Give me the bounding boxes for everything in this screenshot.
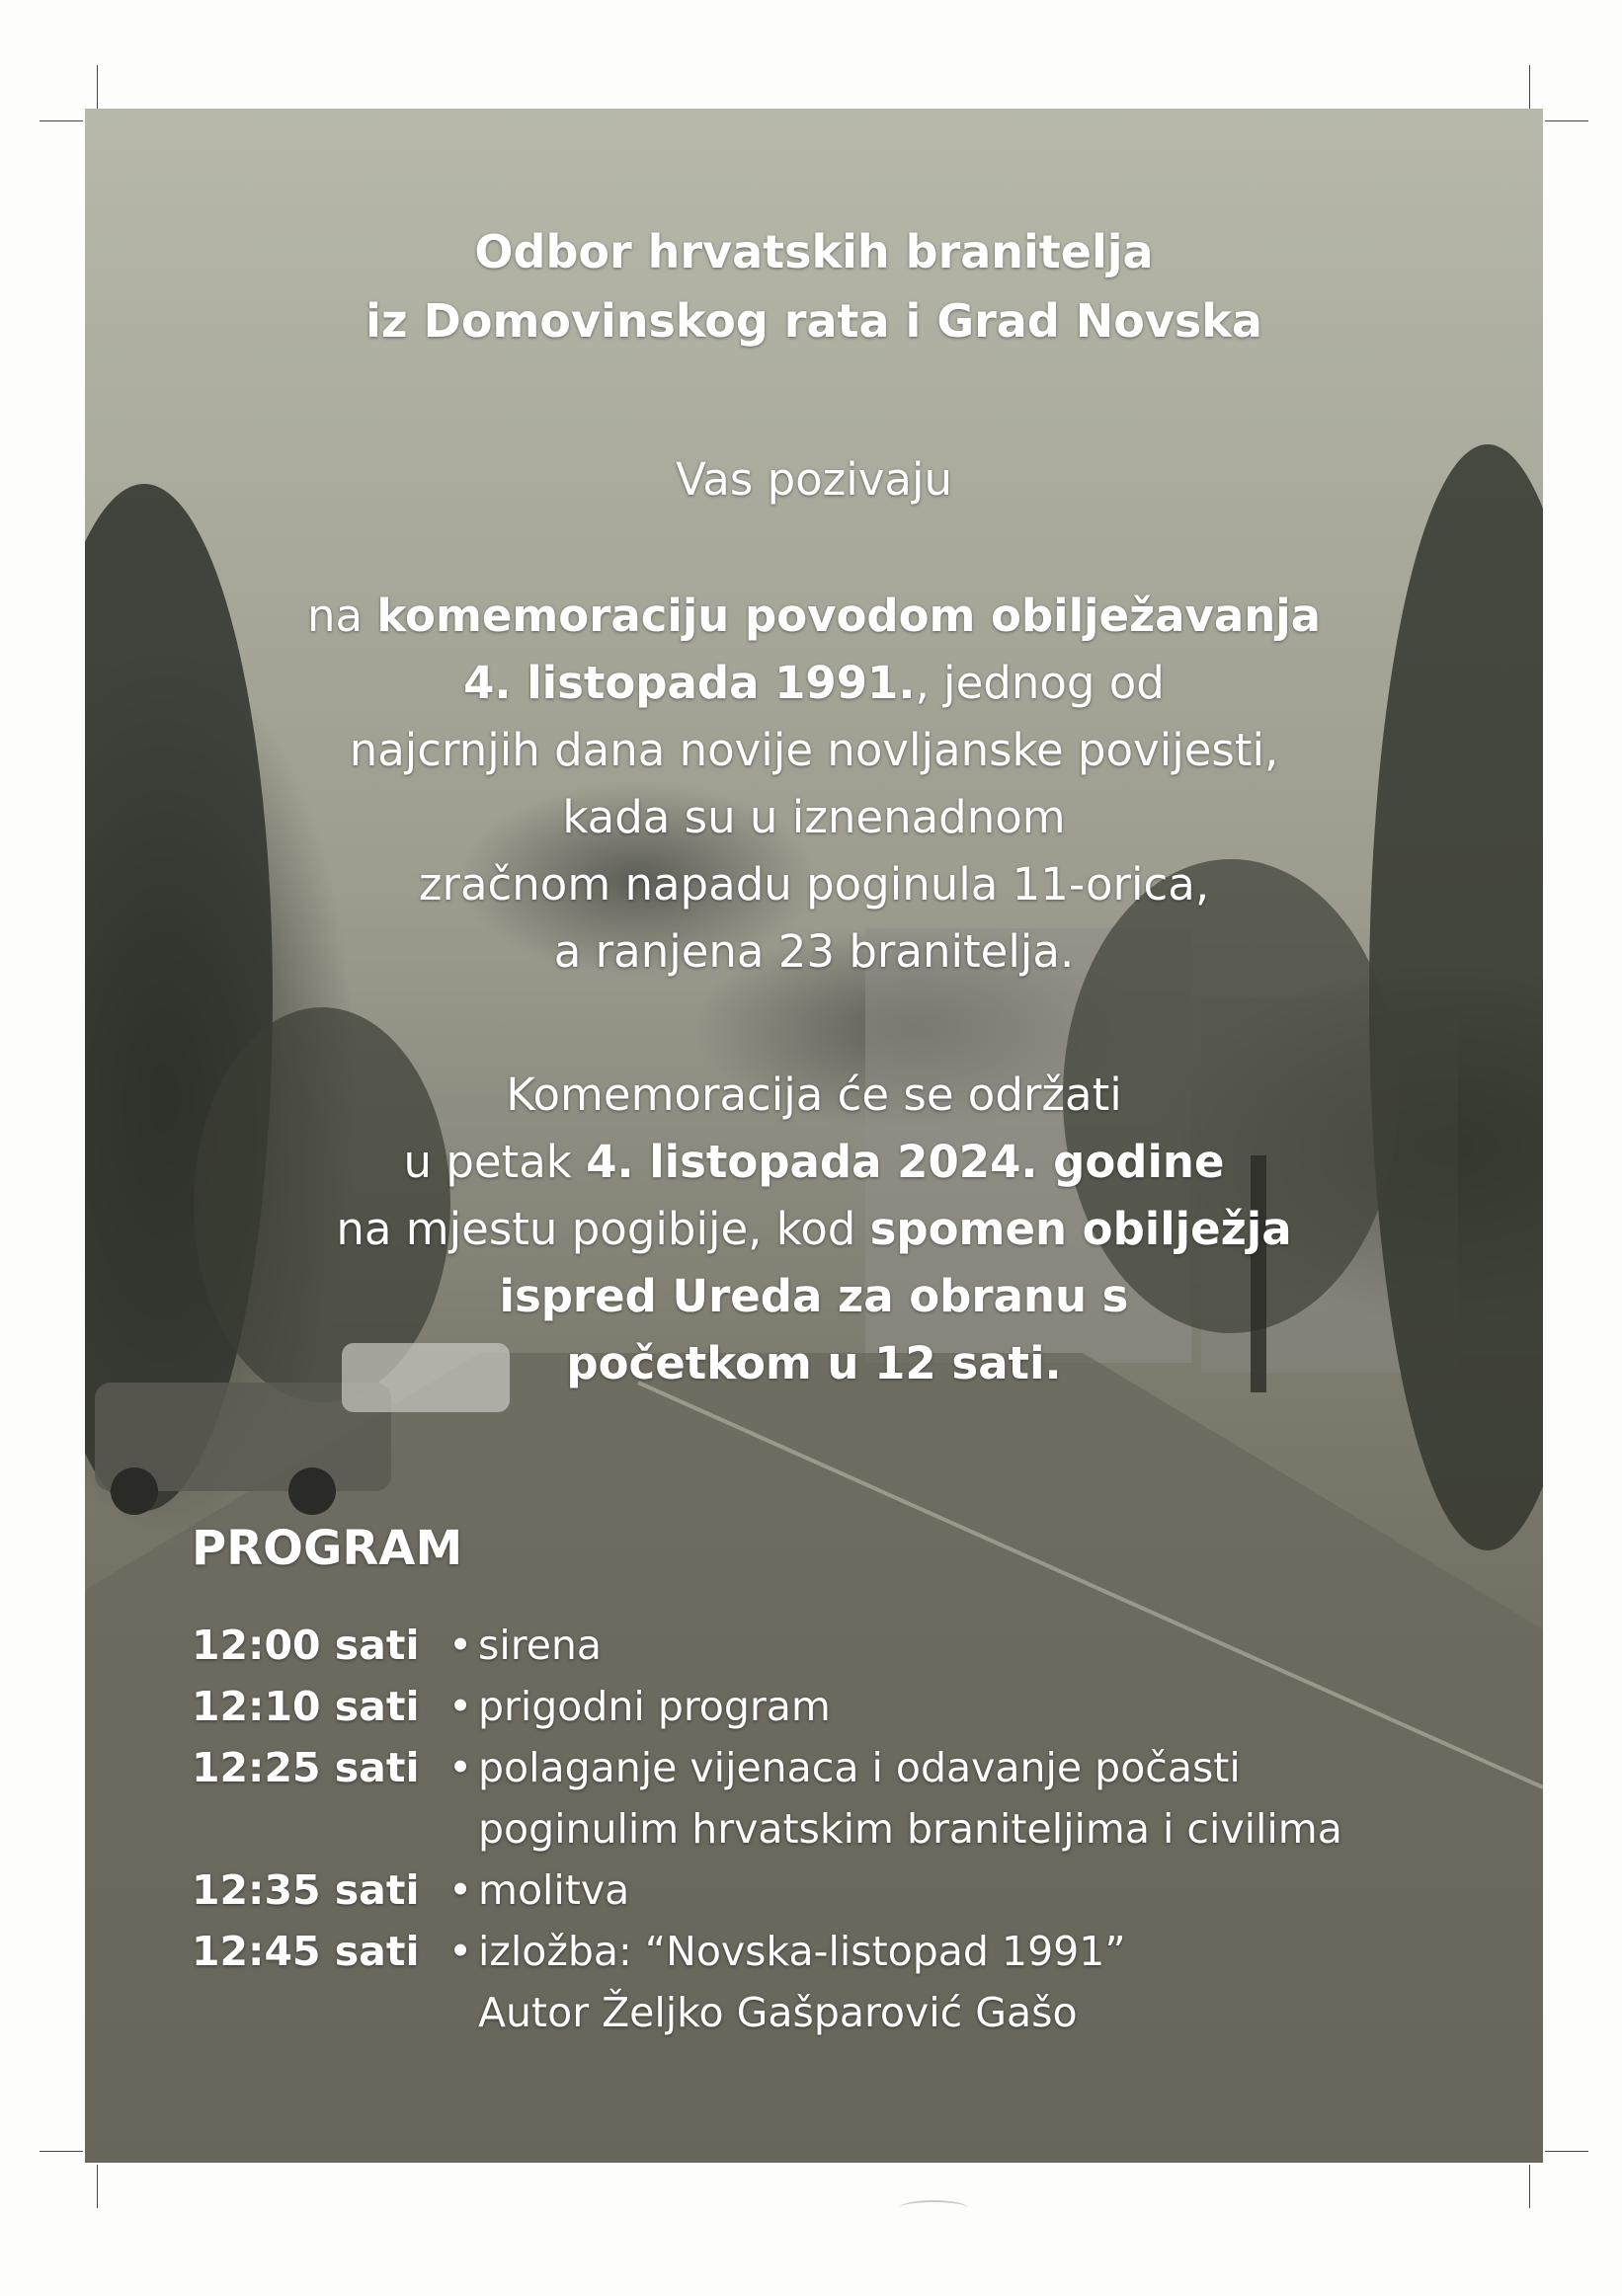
details-paragraph xyxy=(85,1062,1543,1397)
program-item xyxy=(192,1615,1515,1676)
crop-mark-bottom-right-v xyxy=(1529,2165,1530,2208)
organizer-line-2: iz Domovinskog rata i Grad Novska xyxy=(365,294,1262,348)
poster-background-photo xyxy=(85,109,1543,2163)
organizer-line-1: Odbor hrvatskih branitelja xyxy=(474,225,1154,278)
program-title: PROGRAM xyxy=(192,1521,463,1576)
program-item xyxy=(192,1737,1515,1860)
details-memorial-bold: spomen obilježja xyxy=(869,1203,1292,1255)
program-desc-continued: Autor Željko Gašparović Gašo xyxy=(478,1989,1078,2036)
scan-mark xyxy=(899,2200,968,2216)
details-prefix-3: na mjestu pogibije, kod xyxy=(336,1203,870,1255)
details-line-1: Komemoracija će se održati xyxy=(506,1069,1122,1121)
bullet-separator: • xyxy=(448,1866,473,1914)
intro-prefix: na xyxy=(306,590,377,642)
program-desc: izložba: “Novska-listopad 1991” xyxy=(478,1928,1126,1975)
intro-line-4: kada su u iznenadnom xyxy=(562,791,1066,843)
intro-line-3: najcrnjih dana novije novljanske povijesti, xyxy=(349,724,1279,776)
program-item xyxy=(192,1860,1515,1921)
crop-mark-bottom-right-h xyxy=(1545,2151,1588,2152)
program-item xyxy=(192,1921,1515,2043)
program-item xyxy=(192,1676,1515,1737)
invite-text: Vas pozivaju xyxy=(675,453,953,506)
program-time: 12:10 sati xyxy=(192,1683,420,1730)
program-desc: sirena xyxy=(478,1622,603,1669)
bullet-separator: • xyxy=(448,1622,473,1669)
details-location-bold: ispred Ureda za obranu s xyxy=(499,1270,1129,1322)
intro-line-5: zračnom napadu poginula 11-orica, xyxy=(418,858,1210,910)
intro-date-bold: 4. listopada 1991. xyxy=(463,657,916,709)
program-desc-continued: poginulim hrvatskim braniteljima i civilima xyxy=(478,1805,1342,1853)
details-time-bold: početkom u 12 sati. xyxy=(566,1337,1062,1389)
bullet-separator: • xyxy=(448,1928,473,1975)
program-time: 12:35 sati xyxy=(192,1866,420,1914)
intro-paragraph xyxy=(85,583,1543,986)
program-desc: polaganje vijenaca i odavanje počasti xyxy=(478,1744,1241,1791)
details-date-bold: 4. listopada 2024. godine xyxy=(586,1136,1225,1188)
bullet-separator: • xyxy=(448,1683,473,1730)
details-prefix-2: u petak xyxy=(403,1136,587,1188)
crop-mark-top-left-v xyxy=(97,65,98,109)
program-desc: molitva xyxy=(478,1866,630,1914)
program-desc: prigodni program xyxy=(478,1683,831,1730)
program-list xyxy=(192,1615,1515,2043)
crop-mark-top-left-h xyxy=(40,120,83,121)
program-time: 12:00 sati xyxy=(192,1622,420,1669)
program-time: 12:25 sati xyxy=(192,1744,420,1791)
crop-mark-top-right-v xyxy=(1529,65,1530,109)
intro-bold-1: komemoraciju povodom obilježavanja xyxy=(376,590,1322,642)
program-time: 12:45 sati xyxy=(192,1928,420,1975)
crop-mark-top-right-h xyxy=(1545,120,1588,121)
bullet-separator: • xyxy=(448,1744,473,1791)
crop-mark-bottom-left-v xyxy=(97,2165,98,2208)
intro-line-6: a ranjena 23 branitelja. xyxy=(553,925,1075,978)
crop-mark-bottom-left-h xyxy=(40,2151,83,2152)
intro-line-2-rest: , jednog od xyxy=(915,657,1165,709)
